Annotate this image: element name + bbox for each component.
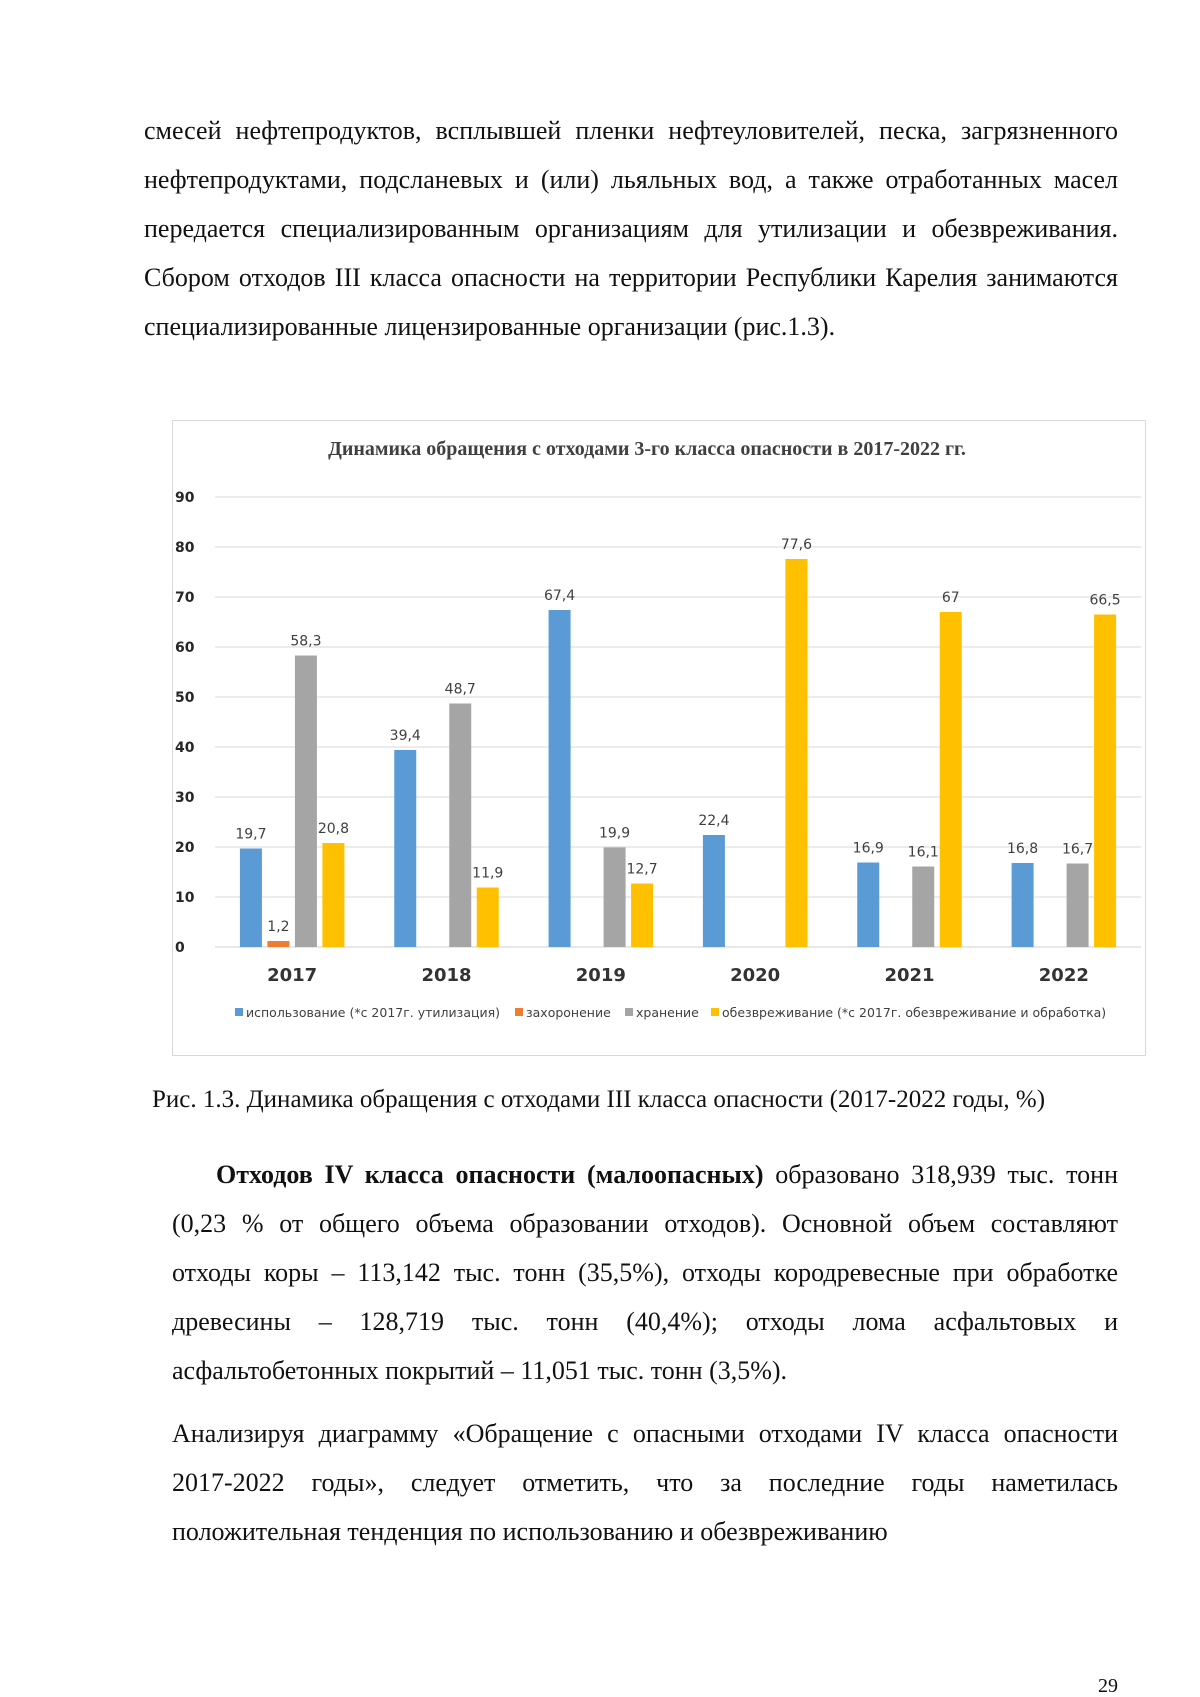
y-tick-label: 60 — [175, 640, 195, 656]
bar — [631, 884, 653, 948]
data-label: 67,4 — [543, 588, 576, 604]
legend-swatch — [711, 1008, 719, 1016]
bar — [785, 559, 807, 947]
y-tick-label: 70 — [175, 590, 195, 606]
paragraph-class-iv-body: образовано 318,939 тыс. тонн (0,23 % от общего объема образовании отходов). Основной объем составляют отходы коры – 113,142 тыс. тонн (35,5%), отходы кородревесные при обработке древесины – 128,719 тыс. тонн (40,4%); отходы лома асфальтовых и асфальтобетонных покрытий – 11,051 тыс. тонн (3,5%). — [172, 1160, 1119, 1385]
chart-x-axis — [267, 965, 1089, 986]
bar-chart — [173, 421, 1147, 1057]
legend-label: обезвреживание (*с 2017г. обезвреживание и обработка) — [722, 1005, 1107, 1020]
x-tick-label: 2021 — [884, 965, 935, 986]
data-label: 19,9 — [598, 825, 631, 842]
y-tick-label: 40 — [175, 740, 195, 756]
data-label: 77,6 — [780, 537, 813, 553]
bar — [1012, 863, 1034, 947]
data-label: 16,8 — [1006, 841, 1039, 857]
bar — [912, 867, 934, 948]
data-label: 16,1 — [907, 844, 939, 861]
data-label: 67 — [941, 590, 960, 606]
x-tick-label: 2017 — [267, 965, 318, 986]
data-label: 22,4 — [698, 813, 730, 829]
data-label: 12,7 — [626, 861, 658, 878]
bar — [449, 704, 471, 948]
bar — [295, 656, 317, 948]
x-tick-label: 2022 — [1038, 965, 1089, 986]
legend-label: хранение — [636, 1005, 699, 1020]
paragraph-class-iv-bold-lead: Отходов IV класса опасности (малоопасных) — [216, 1160, 764, 1189]
data-label: 1,2 — [267, 919, 290, 935]
data-label: 19,7 — [235, 826, 267, 843]
figure-caption: Рис. 1.3. Динамика обращения с отходами III класса опасности (2017-2022 годы, %) — [152, 1086, 1046, 1113]
chart-y-axis — [175, 490, 195, 956]
data-label: 66,5 — [1089, 592, 1121, 609]
x-tick-label: 2019 — [575, 965, 626, 986]
y-tick-label: 30 — [175, 790, 195, 806]
bar — [1067, 864, 1089, 948]
legend-label: захоронение — [526, 1005, 611, 1020]
bar — [703, 835, 725, 947]
legend-label: использование (*с 2017г. утилизация) — [246, 1005, 501, 1020]
data-label: 16,9 — [852, 840, 884, 857]
chart-gridlines — [215, 497, 1141, 947]
legend-swatch — [625, 1008, 633, 1016]
y-tick-label: 50 — [175, 690, 195, 706]
data-label: 48,7 — [444, 681, 476, 698]
paragraph-waste-oil-transfer: смесей нефтепродуктов, всплывшей пленки нефтеуловителей, песка, загрязненного нефтепродуктами, подсланевых и (или) льяльных вод, а также отработанных масел передается специализированным организациям для утилизации и обезвреживания. Сбором отходов III класса опасности на территории Республики Карелия занимаются специализированные лицензированные организации (рис.1.3). — [144, 116, 1118, 341]
paragraph-class-iv-waste — [172, 1150, 1118, 1395]
bar — [549, 610, 571, 947]
bar — [604, 848, 626, 948]
y-tick-label: 10 — [175, 890, 195, 906]
y-tick-label: 80 — [175, 540, 195, 556]
data-label: 39,4 — [389, 728, 421, 744]
chart-legend — [235, 1005, 1106, 1020]
data-label: 58,3 — [290, 633, 322, 650]
chart-figure — [172, 420, 1146, 1056]
x-tick-label: 2018 — [421, 965, 472, 986]
bar — [240, 849, 262, 948]
x-tick-label: 2020 — [730, 965, 781, 986]
y-tick-label: 90 — [175, 490, 195, 506]
chart-title: Динамика обращения с отходами 3-го класса опасности в 2017-2022 гг. — [328, 438, 966, 460]
bar — [394, 750, 416, 947]
bar — [267, 941, 289, 947]
paragraph-diagram-analysis: Анализируя диаграмму «Обращение с опасными отходами IV класса опасности 2017-2022 годы», следует отметить, что за последние годы наметилась положительная тенденция по использованию и обезвреживанию — [172, 1419, 1118, 1546]
bar — [940, 612, 962, 947]
data-label: 11,9 — [472, 865, 504, 882]
bar — [857, 863, 879, 948]
legend-swatch — [235, 1008, 243, 1016]
bar — [477, 888, 499, 948]
page-number: 29 — [1098, 1675, 1118, 1697]
data-label: 20,8 — [317, 821, 350, 837]
chart-bars — [240, 559, 1116, 947]
bar — [1094, 615, 1116, 948]
bar — [322, 843, 344, 947]
legend-swatch — [515, 1008, 523, 1016]
y-tick-label: 20 — [175, 840, 195, 856]
y-tick-label: 0 — [175, 940, 185, 956]
data-label: 16,7 — [1061, 841, 1094, 858]
